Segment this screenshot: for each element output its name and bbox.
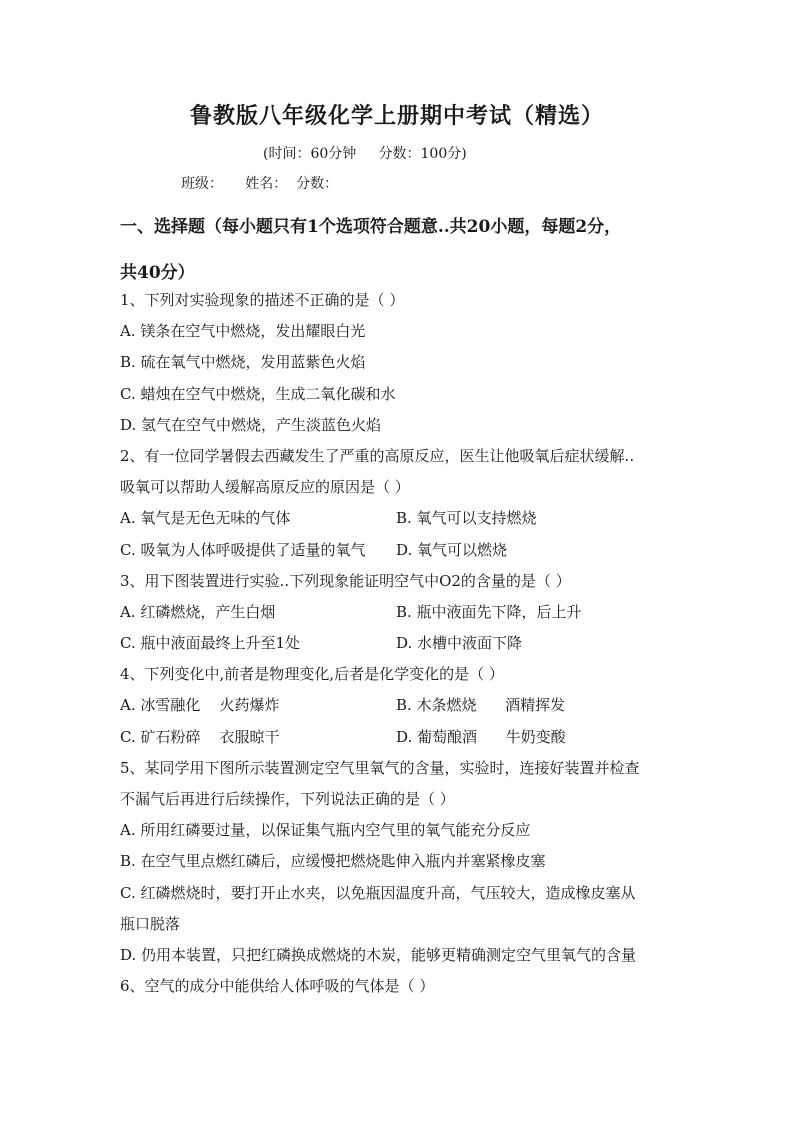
question-2-option-b: B. 氧气可以支持燃烧 xyxy=(396,509,537,528)
question-3-options-row-2 xyxy=(120,628,680,659)
question-1-option-a: A. 镁条在空气中燃烧，发出耀眼白光 xyxy=(120,322,366,341)
section-heading xyxy=(120,204,680,296)
question-3-option-c: C. 瓶中液面最终上升至1处 xyxy=(120,634,301,653)
question-3-options-row-1 xyxy=(120,597,680,628)
question-2-stem-line-2: 吸氧可以帮助人缓解高原反应的原因是（ ） xyxy=(120,478,410,497)
question-3-option-b: B. 瓶中液面先下降，后上升 xyxy=(396,602,582,621)
question-3-stem: 3、用下图装置进行实验..下列现象能证明空气中O2的含量的是（ ） xyxy=(120,571,571,590)
question-1-option-b: B. 硫在氧气中燃烧，发用蓝紫色火焰 xyxy=(120,353,366,372)
question-2-option-c: C. 吸氧为人体呼吸提供了适量的氧气 xyxy=(120,540,366,559)
question-list xyxy=(120,285,680,1002)
question-4-options-row-1 xyxy=(120,690,680,721)
question-5-option-b: B. 在空气里点燃红磷后，应缓慢把燃烧匙伸入瓶内并塞紧橡皮塞 xyxy=(120,852,546,871)
section-heading-line-2: 共40分） xyxy=(120,263,195,283)
question-6-stem: 6、空气的成分中能供给人体呼吸的气体是（ ） xyxy=(120,977,435,996)
question-4-stem: 4、下列变化中,前者是物理变化,后者是化学变化的是（ ） xyxy=(120,665,504,684)
question-5-option-c-line-2: 瓶口脱落 xyxy=(120,914,181,933)
exam-title: 鲁教版八年级化学上册期中考试（精选） xyxy=(189,103,604,129)
question-4-options-row-2 xyxy=(120,722,680,753)
question-5-stem-line-1: 5、某同学用下图所示装置测定空气里氧气的含量，实验时，连接好装置并检查 xyxy=(120,758,640,777)
question-2-options-row-2 xyxy=(120,535,680,566)
question-1-option-d: D. 氢气在空气中燃烧，产生淡蓝色火焰 xyxy=(120,415,382,434)
question-4-option-b: B. 木条燃烧 酒精挥发 xyxy=(396,696,566,715)
section-heading-line-1: 一、选择题（每小题只有1个选项符合题意..共20小题，每题2分， xyxy=(120,217,622,237)
question-2-option-a: A. 氧气是无色无味的气体 xyxy=(120,509,291,528)
question-5-option-c-line-1: C. 红磷燃烧时，要打开止水夹，以免瓶因温度升高，气压较大，造成橡皮塞从 xyxy=(120,883,636,902)
question-1-option-c: C. 蜡烛在空气中燃烧，生成二氧化碳和水 xyxy=(120,384,396,403)
question-3-option-d: D. 水槽中液面下降 xyxy=(396,634,523,653)
question-4-option-d: D. 葡萄酿酒 牛奶变酸 xyxy=(396,727,566,746)
question-2-options-row-1 xyxy=(120,503,680,534)
question-4-option-a: A. 冰雪融化 火药爆炸 xyxy=(120,696,280,715)
question-2-option-d: D. 氧气可以燃烧 xyxy=(396,540,508,559)
question-1-stem: 1、下列对实验现象的描述不正确的是（ ） xyxy=(120,291,405,309)
question-2-stem-line-1: 2、有一位同学暑假去西藏发生了严重的高原反应，医生让他吸氧后症状缓解.. xyxy=(120,446,635,465)
student-info-line: 班级： 姓名： 分数： xyxy=(181,176,339,192)
question-3-option-a: A. 红磷燃烧，产生白烟 xyxy=(120,602,276,621)
exam-time-score: (时间：60分钟 分数：100分) xyxy=(263,146,467,162)
question-5-option-a: A. 所用红磷要过量，以保证集气瓶内空气里的氧气能充分反应 xyxy=(120,821,531,840)
question-5-stem-line-2: 不漏气后再进行后续操作，下列说法正确的是（ ） xyxy=(120,790,455,808)
question-4-option-c: C. 矿石粉碎 衣服晾干 xyxy=(120,727,280,746)
question-5-option-d: D. 仍用本装置，只把红磷换成燃烧的木炭，能够更精确测定空气里氧气的含量 xyxy=(120,945,637,964)
